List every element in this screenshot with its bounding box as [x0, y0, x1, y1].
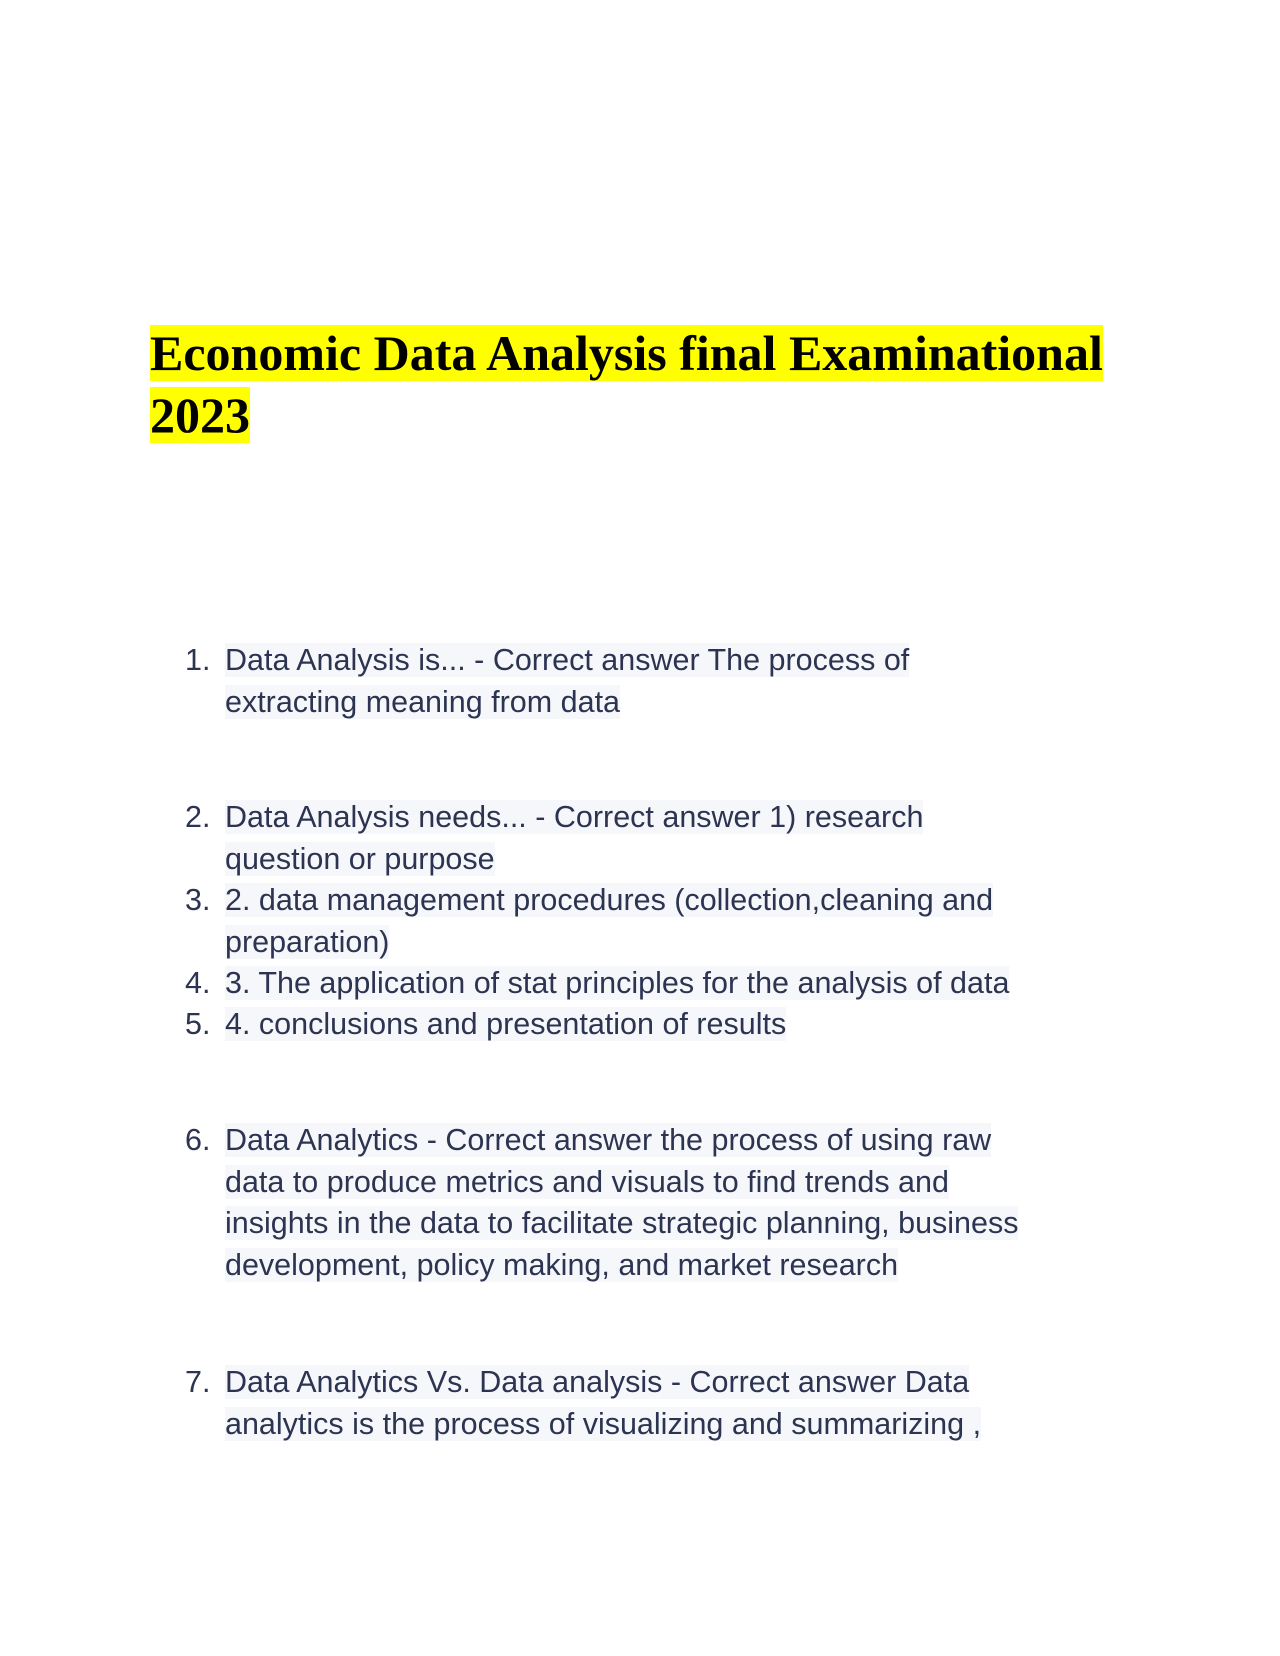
item-text-line: extracting meaning from data [225, 684, 621, 719]
item-text [225, 1362, 1095, 1445]
item-text [225, 640, 1095, 723]
item-text-line: 3. The application of stat principles for the analysis of data [225, 966, 1010, 1000]
item-text-line: question or purpose [225, 841, 495, 876]
item-number: 3. [185, 883, 211, 917]
item-number: 2. [185, 800, 211, 834]
item-text-line: development, policy making, and market research [225, 1247, 899, 1282]
item-text [225, 1004, 1095, 1046]
document-title [150, 322, 1130, 446]
item-text-line: Data Analytics Vs. Data analysis - Correct answer Data [225, 1365, 970, 1399]
title-line-2: 2023 [150, 387, 250, 443]
item-text [225, 880, 1095, 963]
item-text-line: Data Analysis needs... - Correct answer 1) research [225, 800, 924, 834]
item-text-line: data to produce metrics and visuals to find trends and [225, 1164, 949, 1199]
item-text [225, 797, 1095, 880]
item-text-line: analytics is the process of visualizing and summarizing , [225, 1406, 982, 1441]
title-line-1: Economic Data Analysis final Examinational [150, 325, 1103, 381]
item-text-line: preparation) [225, 924, 390, 959]
item-text-line: Data Analytics - Correct answer the process of using raw [225, 1123, 992, 1157]
item-number: 5. [185, 1007, 211, 1041]
item-number: 6. [185, 1123, 211, 1157]
item-number: 1. [185, 643, 211, 677]
item-text-line: Data Analysis is... - Correct answer The process of [225, 643, 910, 677]
item-text-line: 2. data management procedures (collection,cleaning and [225, 883, 994, 917]
item-number: 7. [185, 1365, 211, 1399]
item-number: 4. [185, 966, 211, 1000]
item-text-line: insights in the data to facilitate strategic planning, business [225, 1206, 1019, 1240]
item-text [225, 1120, 1095, 1286]
item-text [225, 963, 1095, 1005]
item-text-line: 4. conclusions and presentation of results [225, 1007, 787, 1041]
